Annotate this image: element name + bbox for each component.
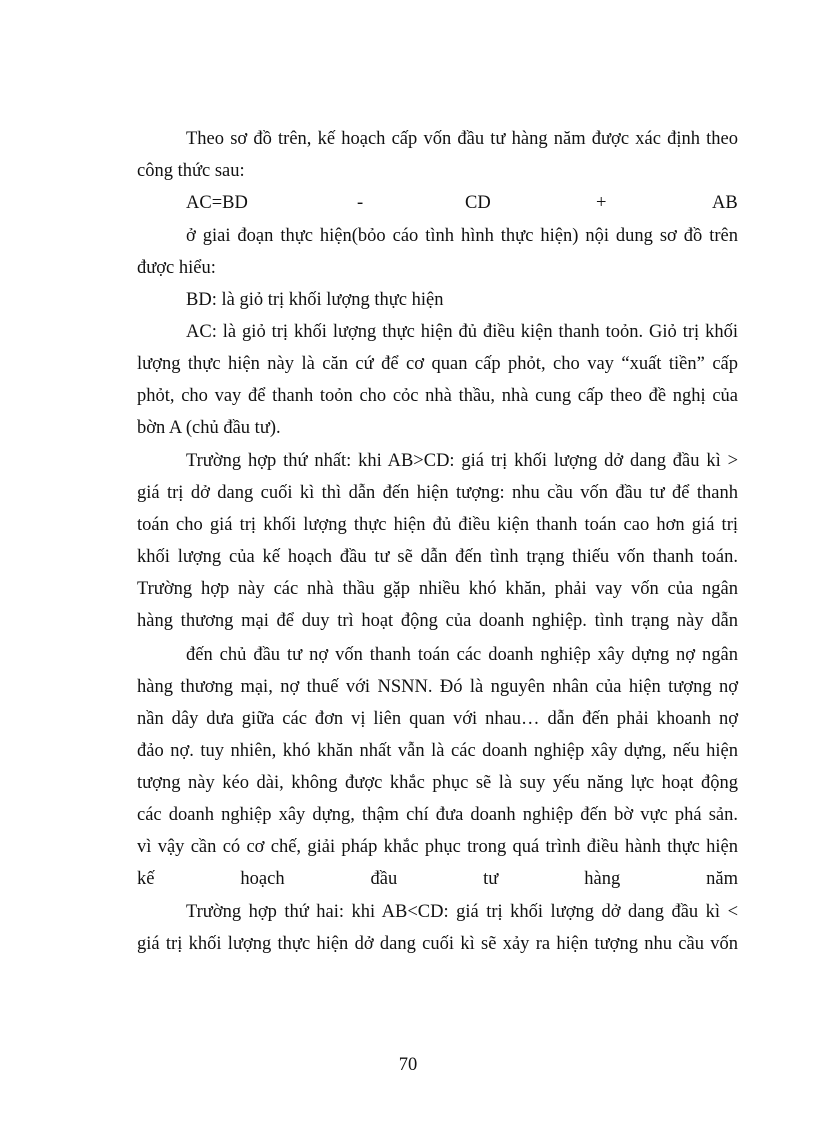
paragraph-5-line-1: Trường hợp thứ nhất: khi AB>CD: giá trị khối lượng dở dang đầu kì >: [186, 451, 738, 471]
paragraph-6-line-4: đảo nợ. tuy nhiên, khó khăn nhất vẫn là các doanh nghiệp xây dựng, nếu hiện: [137, 741, 738, 761]
formula-minus: -: [357, 193, 364, 213]
paragraph-4-line-2: lượng thực hiện này là căn cứ để cơ quan cấp phỏt, cho vay “xuất tiền” cấp: [137, 354, 738, 374]
paragraph-2-line-2: được hiểu:: [137, 258, 216, 278]
paragraph-6-line-2: hàng thương mại, nợ thuế với NSNN. Đó là nguyên nhân của hiện tượng nợ: [137, 677, 738, 697]
paragraph-4-line-4: bờn A (chủ đầu tư).: [137, 418, 281, 438]
paragraph-7-line-1: Trường hợp thứ hai: khi AB<CD: giá trị khối lượng dở dang đầu kì <: [186, 902, 738, 922]
paragraph-4-line-3: phỏt, cho vay để thanh toỏn cho cỏc nhà thầu, nhà cung cấp theo đề nghị của: [137, 386, 738, 406]
paragraph-1-line-1: Theo sơ đồ trên, kế hoạch cấp vốn đầu tư hàng năm được xác định theo: [186, 129, 738, 149]
paragraph-6-line-8: kế hoạch đầu tư hàng năm: [137, 869, 738, 889]
formula-term-ab: AB: [712, 193, 738, 213]
paragraph-6-line-3: nần dây dưa giữa các đơn vị liên quan với nhau… dẫn đến phải khoanh nợ: [137, 709, 738, 729]
paragraph-6-line-5: tượng này kéo dài, không được khắc phục sẽ là suy yếu năng lực hoạt động: [137, 773, 738, 793]
paragraph-6-line-7: vì vậy cần có cơ chế, giải pháp khắc phục trong quá trình điều hành thực hiện: [137, 837, 738, 857]
paragraph-5-line-3: toán cho giá trị khối lượng thực hiện đủ điều kiện thanh toán cao hơn giá trị: [137, 515, 738, 535]
paragraph-4-line-1: AC: là giỏ trị khối lượng thực hiện đủ điều kiện thanh toỏn. Giỏ trị khối: [186, 322, 738, 342]
paragraph-2-line-1: ở giai đoạn thực hiện(bỏo cáo tình hình thực hiện) nội dung sơ đồ trên: [186, 226, 738, 246]
formula-term-cd: CD: [465, 193, 491, 213]
formula: [186, 192, 738, 214]
paragraph-3-line-1: BD: là giỏ trị khối lượng thực hiện: [186, 290, 444, 310]
paragraph-5-line-5: Trường hợp này các nhà thầu gặp nhiều khó khăn, phải vay vốn của ngân: [137, 579, 738, 599]
formula-plus: +: [596, 193, 607, 213]
formula-lhs: AC=BD: [186, 193, 248, 213]
paragraph-5-line-6: hàng thương mại để duy trì hoạt động của doanh nghiệp. tình trạng này dẫn: [137, 611, 738, 631]
paragraph-1-line-2: công thức sau:: [137, 161, 245, 181]
paragraph-5-line-2: giá trị dở dang cuối kì thì dẫn đến hiện tượng: nhu cầu vốn đầu tư để thanh: [137, 483, 738, 503]
page-number: 70: [398, 1055, 418, 1075]
paragraph-6-line-6: các doanh nghiệp xây dựng, thậm chí đưa doanh nghiệp đến bờ vực phá sản.: [137, 805, 738, 825]
paragraph-5-line-4: khối lượng của kế hoạch đầu tư sẽ dẫn đến tình trạng thiếu vốn thanh toán.: [137, 547, 738, 567]
paragraph-6-line-1: đến chủ đầu tư nợ vốn thanh toán các doanh nghiệp xây dựng nợ ngân: [186, 645, 738, 665]
paragraph-7-line-2: giá trị khối lượng thực hiện dở dang cuối kì sẽ xảy ra hiện tượng nhu cầu vốn: [137, 934, 738, 954]
